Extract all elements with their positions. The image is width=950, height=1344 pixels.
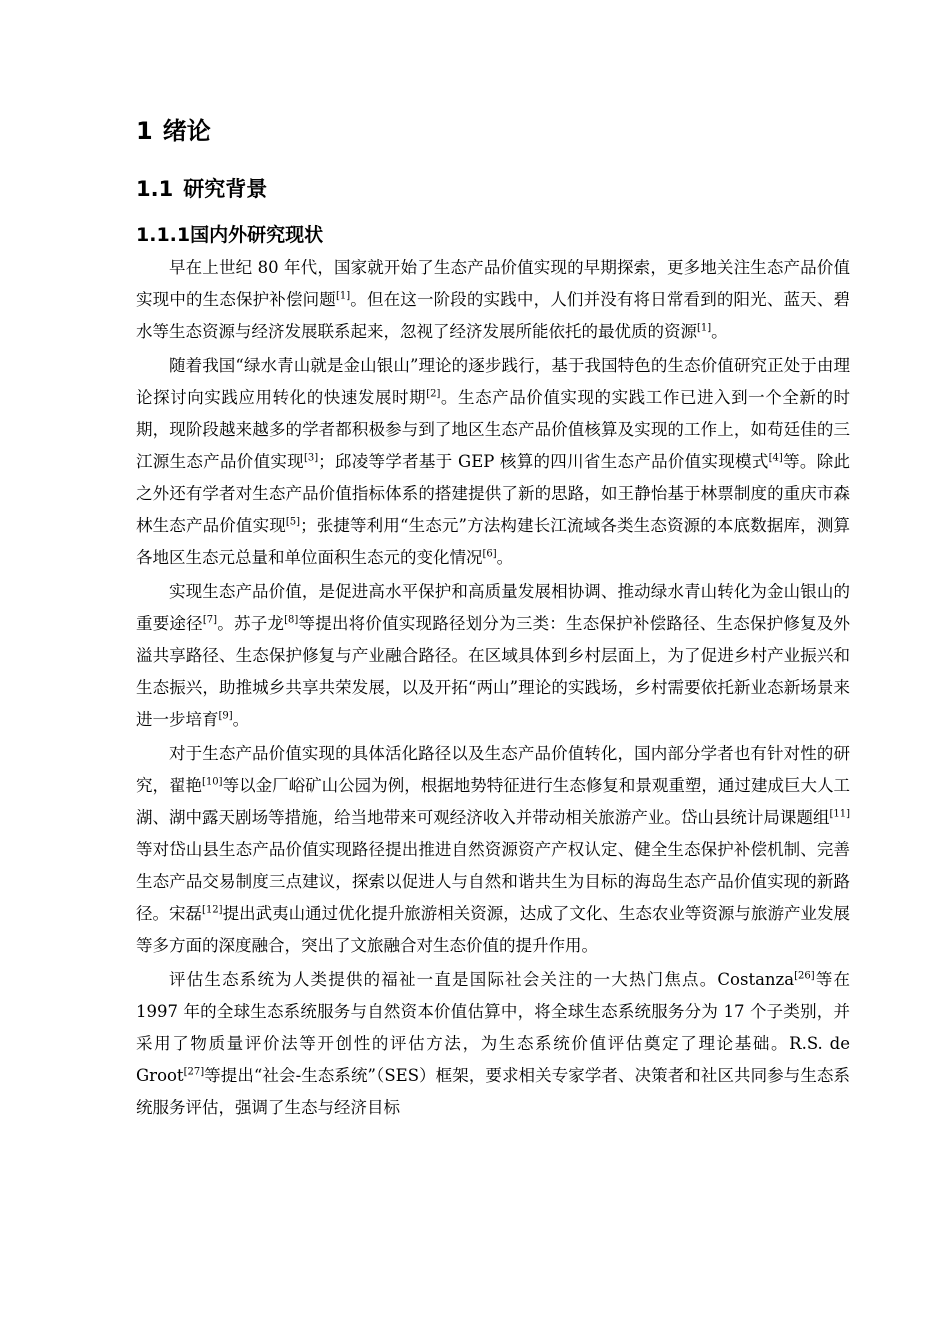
citation-ref[interactable]: [2] — [426, 388, 441, 400]
citation-ref[interactable]: [12] — [202, 904, 223, 916]
section-heading — [136, 174, 267, 204]
chapter-heading — [136, 114, 211, 148]
subsection-heading — [136, 220, 323, 250]
paragraph — [136, 252, 850, 348]
citation-ref[interactable]: [7] — [202, 614, 218, 626]
text-run: 。 — [232, 710, 250, 729]
paragraph — [136, 738, 850, 962]
citation-ref[interactable]: [9] — [218, 710, 233, 722]
citation-ref[interactable]: [1] — [697, 322, 712, 334]
paragraph — [136, 964, 850, 1124]
text-run: 。苏子龙 — [217, 614, 285, 633]
citation-ref[interactable]: [4] — [768, 452, 783, 464]
citation-ref[interactable]: [26] — [794, 970, 815, 982]
text-run: 等提出将价值实现路径划分为三类：生态保护补偿路径、生态保护修复及外溢共享路径、生态保护修复与产业融合路径。在区域具体到乡村层面上，为了促进乡村产业振兴和生态振兴，助推城乡共享共荣发展，以及开拓“两山”理论的实践场，乡村需要依托新业态新场景来进一步培育 — [136, 614, 851, 729]
subsection-number: 1.1.1 — [136, 224, 191, 246]
text-run: ；张捷等利用“生态元”方法构建长江流域各类生态资源的本底数据库，测算各地区生态元总量和单位面积生态元的变化情况 — [136, 516, 851, 567]
text-run: 。但在这一阶段的实践中，人们并没有将日常看到的阳光、蓝天、碧水等生态资源与经济发展联系起来，忽视了经济发展所能依托的最优质的资源 — [136, 290, 851, 341]
citation-ref[interactable]: [6] — [482, 548, 497, 560]
section-title: 研究背景 — [183, 177, 268, 201]
text-run: 。生态产品价值实现的实践工作已进入到一个全新的时期，现阶段越来越多的学者都积极参与到了地区生态产品价值核算及实现的工作上，如苟廷佳的三江源生态产品价值实现 — [136, 388, 851, 471]
text-run: 。 — [496, 548, 514, 567]
chapter-number: 1 — [136, 117, 153, 145]
paragraph — [136, 576, 850, 736]
text-run: 提出武夷山通过优化提升旅游相关资源，达成了文化、生态农业等资源与旅游产业发展等多方面的深度融合，突出了文旅融合对生态价值的提升作用。 — [136, 904, 851, 955]
citation-ref[interactable]: [11] — [829, 808, 850, 820]
section-number: 1.1 — [136, 177, 174, 201]
text-run: 评估生态系统为人类提供的福祉一直是国际社会关注的一大热门焦点。Costanza — [169, 970, 795, 989]
subsection-title: 国内外研究现状 — [190, 224, 324, 246]
citation-ref[interactable]: [5] — [285, 516, 301, 528]
text-run: 等在 1997 年的全球生态系统服务与自然资本价值估算中，将全球生态系统服务分为 17 个子类别，并采用了物质量评价法等开创性的评估方法，为生态系统价值评估奠定了理论基础。R.S. de Groot — [136, 970, 851, 1085]
citation-ref[interactable]: [1] — [335, 290, 351, 302]
citation-ref[interactable]: [27] — [183, 1066, 205, 1078]
text-run: 对于生态产品价值实现的具体活化路径以及生态产品价值转化，国内部分学者也有针对性的研究，翟艳 — [136, 744, 850, 795]
paragraph — [136, 350, 850, 574]
text-run: 随着我国“绿水青山就是金山银山”理论的逐步践行，基于我国特色的生态价值研究正处于由理论探讨向实践应用转化的快速发展时期 — [136, 356, 850, 407]
text-run: 等。除此之外还有学者对生态产品价值指标体系的搭建提供了新的思路，如王静怡基于林票制度的重庆市森林生态产品价值实现 — [136, 452, 851, 535]
text-run: 等对岱山县生态产品价值实现路径提出推进自然资源资产产权认定、健全生态保护补偿机制、完善生态产品交易制度三点建议，探索以促进人与自然和谐共生为目标的海岛生态产品价值实现的新路径。宋磊 — [136, 840, 850, 923]
text-run: 等提出“社会-生态系统”（SES）框架，要求相关专家学者、决策者和社区共同参与生态系统服务评估，强调了生态与经济目标 — [136, 1066, 850, 1117]
text-run: 实现生态产品价值，是促进高水平保护和高质量发展相协调、推动绿水青山转化为金山银山的重要途径 — [136, 582, 850, 633]
text-run: 早在上世纪 80 年代，国家就开始了生态产品价值实现的早期探索，更多地关注生态产品价值实现中的生态保护补偿问题 — [136, 258, 850, 309]
chapter-title: 绪论 — [162, 117, 211, 145]
citation-ref[interactable]: [3] — [303, 452, 319, 464]
citation-ref[interactable]: [10] — [202, 776, 223, 788]
text-run: 。 — [711, 322, 728, 341]
text-run: ；邱凌等学者基于 GEP 核算的四川省生态产品价值实现模式 — [318, 452, 769, 471]
body-text — [136, 252, 850, 1126]
citation-ref[interactable]: [8] — [284, 614, 299, 626]
text-run: 等以金厂峪矿山公园为例，根据地势特征进行生态修复和景观重塑，通过建成巨大人工湖、湖中露天剧场等措施，给当地带来可观经济收入并带动相关旅游产业。岱山县统计局课题组 — [136, 776, 851, 827]
